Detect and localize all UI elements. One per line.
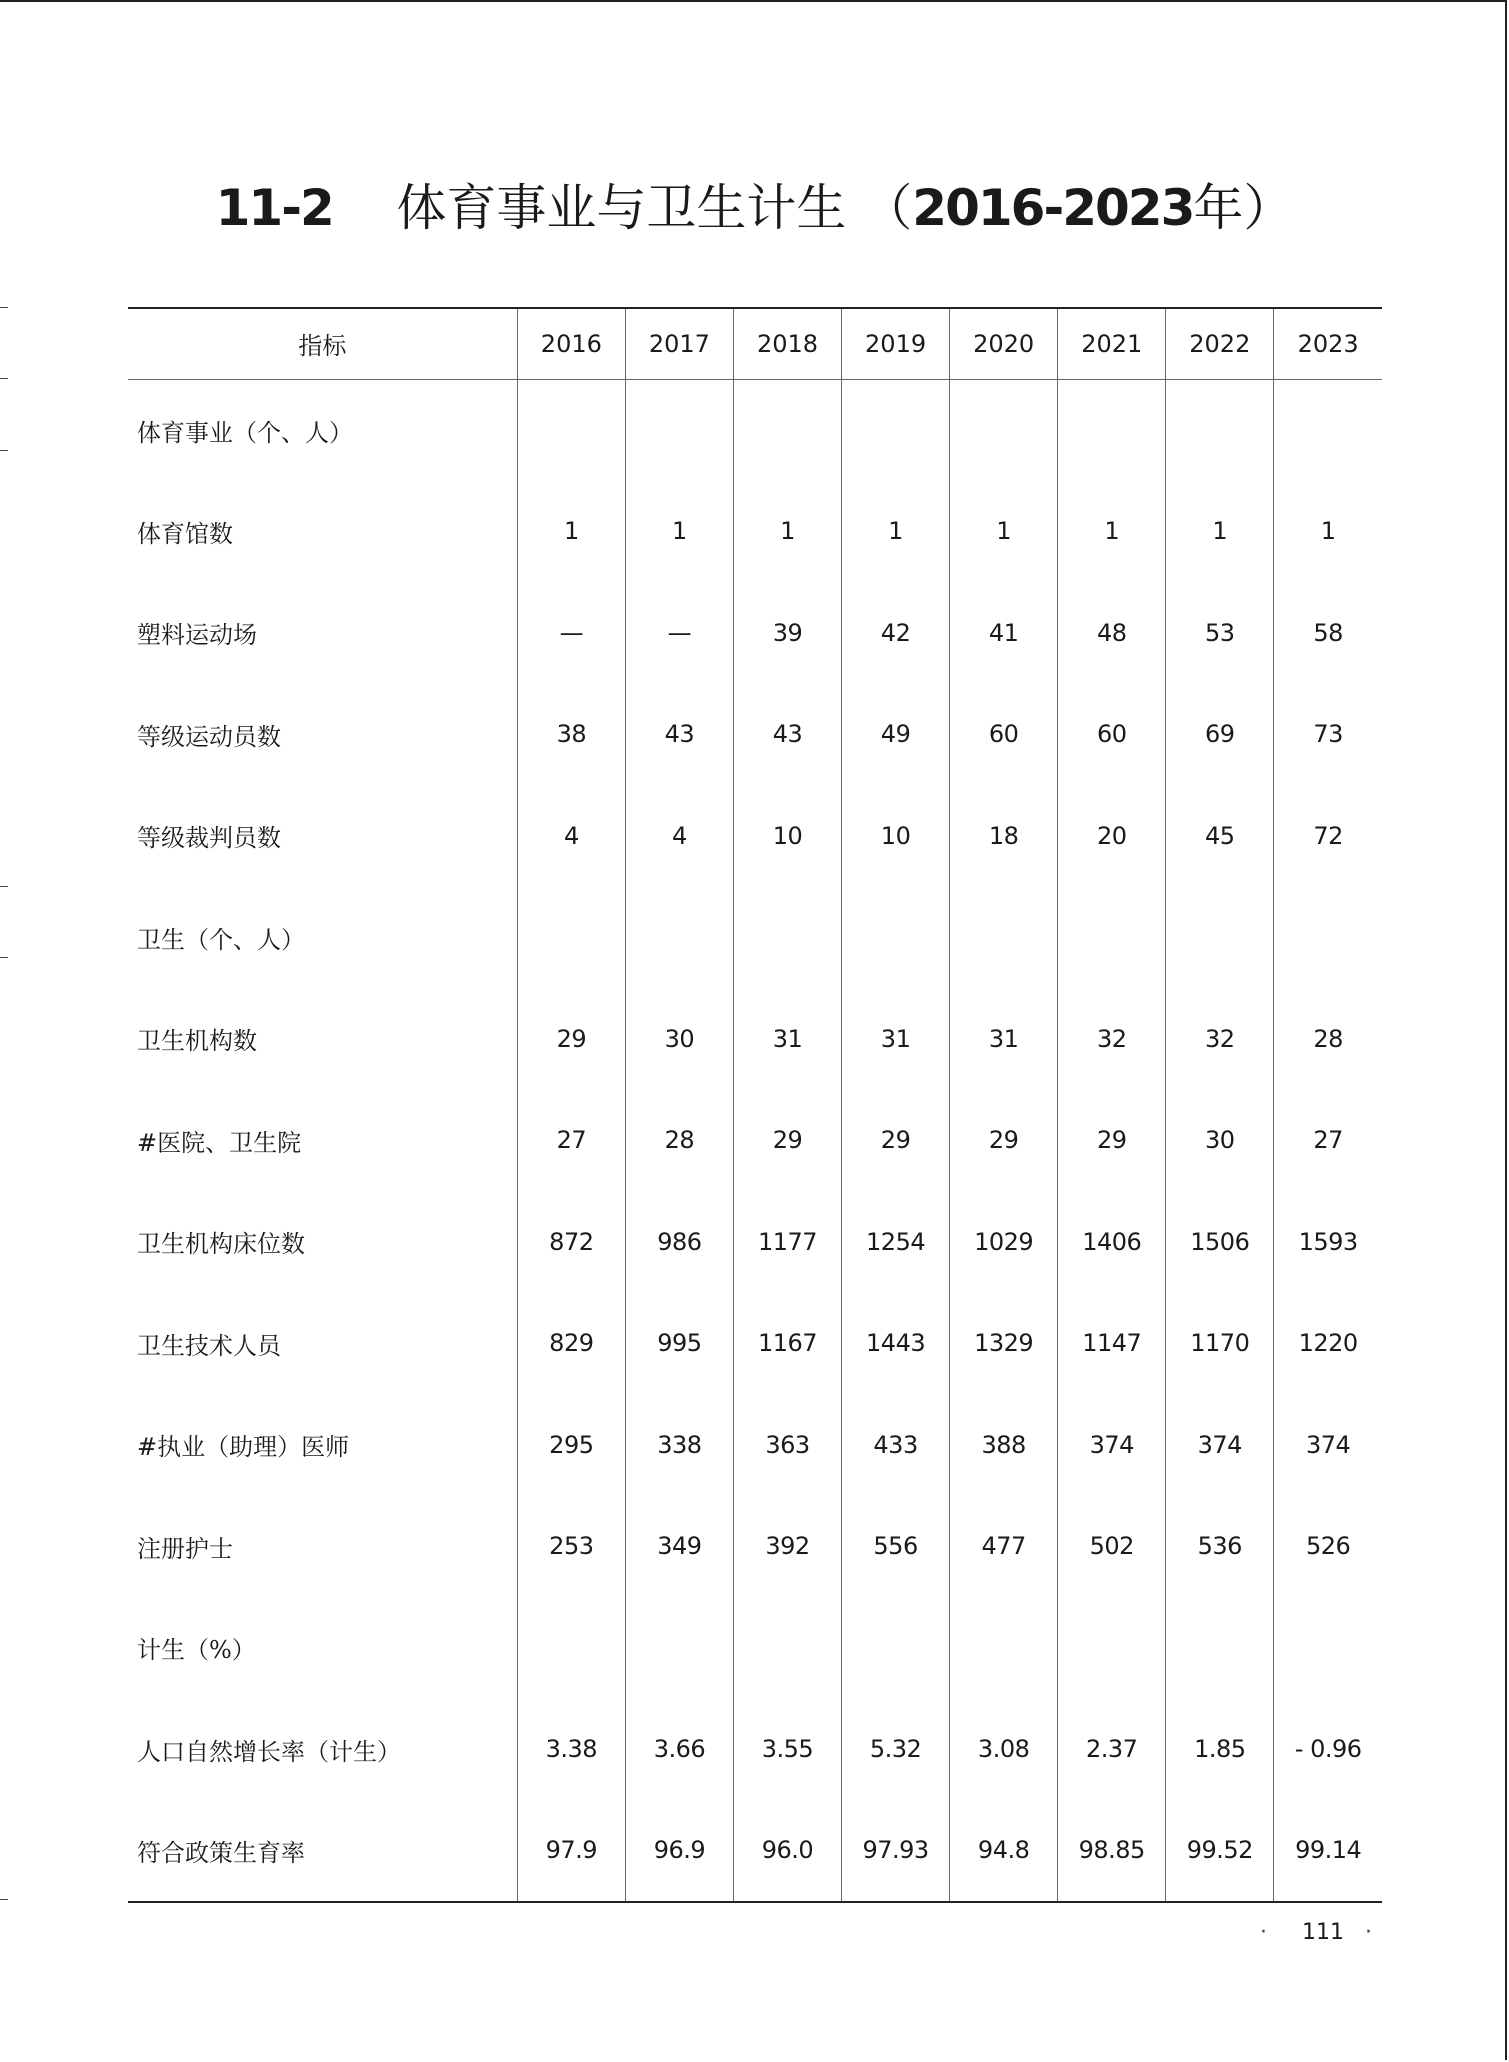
row-value: 2.37 [1058, 1699, 1166, 1801]
title-year-char: 年 [1193, 179, 1244, 237]
row-value: 1170 [1166, 1293, 1274, 1395]
row-value: 1 [950, 481, 1058, 583]
row-label: 注册护士 [137, 1534, 233, 1563]
row-label: 塑料运动场 [137, 621, 257, 650]
row-value [1166, 379, 1274, 481]
row-value: 1220 [1274, 1293, 1382, 1395]
table-row [128, 1191, 1382, 1293]
row-value: 69 [1166, 684, 1274, 786]
row-value: 10 [733, 785, 841, 887]
row-value: 1506 [1166, 1191, 1274, 1293]
header-year: 2021 [1058, 308, 1166, 379]
row-value: — [517, 582, 625, 684]
row-value: 3.55 [733, 1699, 841, 1801]
row-value: 338 [625, 1394, 733, 1496]
row-value: 995 [625, 1293, 733, 1395]
row-value: 28 [625, 1090, 733, 1192]
row-value: 986 [625, 1191, 733, 1293]
row-value [733, 1597, 841, 1699]
page-number-dot: · [1260, 1920, 1267, 1945]
table-row [128, 1800, 1382, 1902]
row-value [625, 887, 733, 989]
row-value [842, 887, 950, 989]
row-label: 人口自然增长率（计生） [137, 1737, 401, 1766]
row-value: 829 [517, 1293, 625, 1395]
header-year: 2023 [1274, 308, 1382, 379]
row-value: 30 [625, 988, 733, 1090]
title-spacer [349, 179, 381, 237]
row-label: 等级运动员数 [137, 722, 281, 751]
page-number [1260, 1918, 1380, 1948]
table-row [128, 1394, 1382, 1496]
row-label: #执业（助理）医师 [137, 1433, 350, 1462]
header-year: 2017 [625, 308, 733, 379]
row-value: 872 [517, 1191, 625, 1293]
margin-tick [0, 378, 8, 379]
stats-table [128, 307, 1382, 1903]
table-row [128, 1597, 1382, 1699]
row-value: 73 [1274, 684, 1382, 786]
row-value: 1147 [1058, 1293, 1166, 1395]
row-value: 349 [625, 1496, 733, 1598]
table-row [128, 1496, 1382, 1598]
row-value: 1 [733, 481, 841, 583]
row-value: - 0.96 [1274, 1699, 1382, 1801]
header-indicator: 指标 [298, 332, 347, 361]
row-value: 29 [842, 1090, 950, 1192]
row-value: 374 [1274, 1394, 1382, 1496]
row-value: 31 [950, 988, 1058, 1090]
row-value: 32 [1166, 988, 1274, 1090]
row-value: 1443 [842, 1293, 950, 1395]
page-number-dot: · [1364, 1920, 1372, 1945]
row-label: #医院、卫生院 [137, 1128, 302, 1157]
row-value: 5.32 [842, 1699, 950, 1801]
header-year: 2020 [950, 308, 1058, 379]
row-label: 卫生机构数 [137, 1027, 257, 1056]
row-value [517, 1597, 625, 1699]
row-value: 4 [625, 785, 733, 887]
row-value: 29 [733, 1090, 841, 1192]
row-label: 等级裁判员数 [137, 824, 281, 853]
row-value: 1406 [1058, 1191, 1166, 1293]
table-row [128, 481, 1382, 583]
row-value: 433 [842, 1394, 950, 1496]
row-value: 58 [1274, 582, 1382, 684]
page-number-value: 111 [1301, 1920, 1344, 1945]
row-value: 97.9 [517, 1800, 625, 1902]
row-value: 1593 [1274, 1191, 1382, 1293]
row-label: 卫生技术人员 [137, 1331, 281, 1360]
row-value [517, 887, 625, 989]
row-value [950, 1597, 1058, 1699]
title-close-paren: ） [1243, 179, 1294, 237]
row-value [1274, 887, 1382, 989]
row-value: — [625, 582, 733, 684]
row-value: 31 [842, 988, 950, 1090]
row-value: 3.08 [950, 1699, 1058, 1801]
row-value: 97.93 [842, 1800, 950, 1902]
row-value: 43 [625, 684, 733, 786]
row-value [1166, 1597, 1274, 1699]
table-row [128, 379, 1382, 481]
row-value [517, 379, 625, 481]
row-value: 38 [517, 684, 625, 786]
row-value: 3.38 [517, 1699, 625, 1801]
row-value: 1 [625, 481, 733, 583]
row-value: 18 [950, 785, 1058, 887]
row-value: 41 [950, 582, 1058, 684]
row-value: 536 [1166, 1496, 1274, 1598]
row-value: 94.8 [950, 1800, 1058, 1902]
row-value: 392 [733, 1496, 841, 1598]
row-value [733, 887, 841, 989]
row-value: 1329 [950, 1293, 1058, 1395]
row-value: 45 [1166, 785, 1274, 887]
title-text: 体育事业与卫生计生 [396, 179, 847, 237]
row-label: 符合政策生育率 [137, 1838, 305, 1867]
row-value: 10 [842, 785, 950, 887]
row-value: 53 [1166, 582, 1274, 684]
row-value: 556 [842, 1496, 950, 1598]
row-value: 3.66 [625, 1699, 733, 1801]
row-value [1274, 1597, 1382, 1699]
row-value: 28 [1274, 988, 1382, 1090]
table-row [128, 988, 1382, 1090]
row-value [842, 379, 950, 481]
table-row [128, 582, 1382, 684]
row-value: 1029 [950, 1191, 1058, 1293]
header-year: 2022 [1166, 308, 1274, 379]
margin-tick [0, 957, 8, 958]
row-value: 27 [517, 1090, 625, 1192]
title-number: 11-2 [215, 179, 333, 237]
table-row [128, 1090, 1382, 1192]
row-value: 477 [950, 1496, 1058, 1598]
title-open-paren: （ [862, 179, 913, 237]
row-label: 卫生机构床位数 [137, 1230, 305, 1259]
row-label: 计生（%） [137, 1636, 256, 1665]
table-body [128, 379, 1382, 1902]
header-year: 2018 [733, 308, 841, 379]
table-row [128, 1293, 1382, 1395]
table-row [128, 684, 1382, 786]
row-value: 48 [1058, 582, 1166, 684]
row-value: 1 [1166, 481, 1274, 583]
row-value: 1 [1058, 481, 1166, 583]
row-value [733, 379, 841, 481]
row-value [950, 887, 1058, 989]
row-value: 29 [517, 988, 625, 1090]
row-value: 363 [733, 1394, 841, 1496]
row-value [1058, 379, 1166, 481]
row-value: 96.9 [625, 1800, 733, 1902]
row-value: 72 [1274, 785, 1382, 887]
row-value [1166, 887, 1274, 989]
row-value: 43 [733, 684, 841, 786]
row-value: 99.14 [1274, 1800, 1382, 1902]
row-value: 60 [1058, 684, 1166, 786]
row-value: 42 [842, 582, 950, 684]
row-value: 4 [517, 785, 625, 887]
row-value: 32 [1058, 988, 1166, 1090]
header-year: 2016 [517, 308, 625, 379]
table-row [128, 887, 1382, 989]
row-value: 27 [1274, 1090, 1382, 1192]
row-value: 1.85 [1166, 1699, 1274, 1801]
row-value: 253 [517, 1496, 625, 1598]
row-value: 98.85 [1058, 1800, 1166, 1902]
header-year: 2019 [842, 308, 950, 379]
row-value: 374 [1166, 1394, 1274, 1496]
margin-tick [0, 307, 8, 308]
row-value [1274, 379, 1382, 481]
row-value: 20 [1058, 785, 1166, 887]
row-value [625, 379, 733, 481]
row-value: 49 [842, 684, 950, 786]
page-title [0, 178, 1509, 238]
row-label: 卫生（个、人） [137, 925, 305, 954]
row-value [625, 1597, 733, 1699]
table-header-row [128, 308, 1382, 379]
row-label: 体育馆数 [137, 519, 233, 548]
row-value [1058, 887, 1166, 989]
row-value: 60 [950, 684, 1058, 786]
row-value [842, 1597, 950, 1699]
row-value: 388 [950, 1394, 1058, 1496]
table-row [128, 785, 1382, 887]
margin-tick [0, 886, 8, 887]
row-value [950, 379, 1058, 481]
row-value: 1 [517, 481, 625, 583]
row-value: 99.52 [1166, 1800, 1274, 1902]
row-value [1058, 1597, 1166, 1699]
row-value: 29 [950, 1090, 1058, 1192]
row-value: 30 [1166, 1090, 1274, 1192]
row-value: 31 [733, 988, 841, 1090]
row-value: 295 [517, 1394, 625, 1496]
row-value: 1177 [733, 1191, 841, 1293]
row-value: 1 [1274, 481, 1382, 583]
row-value: 502 [1058, 1496, 1166, 1598]
margin-tick [0, 450, 8, 451]
row-value: 29 [1058, 1090, 1166, 1192]
row-value: 39 [733, 582, 841, 684]
row-label: 体育事业（个、人） [137, 418, 353, 447]
row-value: 526 [1274, 1496, 1382, 1598]
row-value: 96.0 [733, 1800, 841, 1902]
table-row [128, 1699, 1382, 1801]
title-years: 2016-2023 [912, 179, 1194, 237]
row-value: 1254 [842, 1191, 950, 1293]
row-value: 1167 [733, 1293, 841, 1395]
row-value: 1 [842, 481, 950, 583]
row-value: 374 [1058, 1394, 1166, 1496]
margin-tick [0, 1899, 8, 1900]
